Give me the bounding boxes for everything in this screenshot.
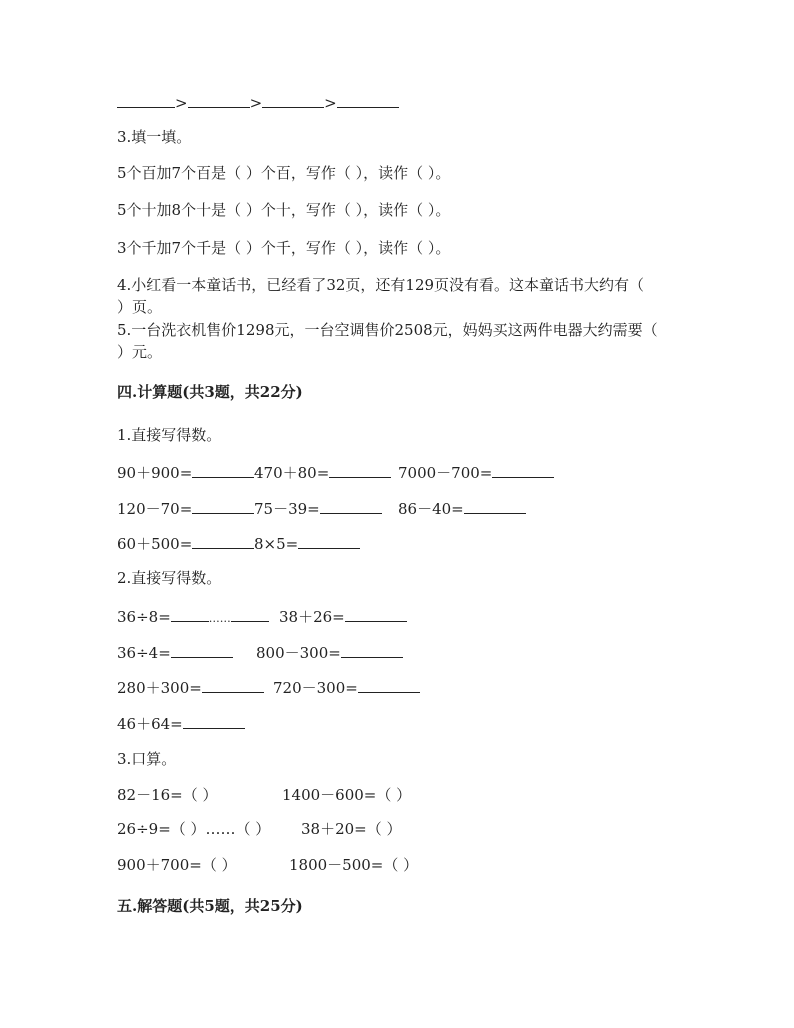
answer-blank[interactable] bbox=[345, 606, 407, 622]
answer-blank[interactable] bbox=[171, 606, 209, 622]
answer-blank[interactable] bbox=[231, 606, 269, 622]
remainder-dots: …… bbox=[208, 612, 231, 625]
answer-blank[interactable] bbox=[192, 533, 254, 549]
answer-blank[interactable] bbox=[117, 92, 175, 108]
fill-row-1: 5个百加7个百是（ ）个百，写作（ ），读作（ ）。 bbox=[117, 164, 451, 182]
answer-blank[interactable] bbox=[298, 533, 360, 549]
q4-line-1: 4.小红看一本童话书，已经看了32页，还有129页没有看。这本童话书大约有（ bbox=[117, 276, 645, 294]
answer-blank[interactable] bbox=[202, 677, 264, 693]
section-5-title: 五.解答题(共5题，共25分) bbox=[117, 897, 303, 915]
answer-blank[interactable] bbox=[464, 498, 526, 514]
fill-title: 3.填一填。 bbox=[117, 128, 192, 146]
gt-sign: > bbox=[249, 94, 263, 112]
order-line bbox=[117, 92, 399, 113]
calc-item: 46＋64= bbox=[117, 713, 245, 734]
calc-item: 75－39= bbox=[254, 498, 382, 519]
calc2-title: 2.直接写得数。 bbox=[117, 569, 222, 587]
oral-item: 900＋700=（ ） bbox=[117, 856, 237, 874]
answer-blank[interactable] bbox=[337, 92, 399, 108]
calc-item: 720－300= bbox=[273, 677, 420, 698]
calc-item: 800－300= bbox=[256, 642, 403, 663]
fill-row-2: 5个十加8个十是（ ）个十，写作（ ），读作（ ）。 bbox=[117, 201, 451, 219]
q5-line-1: 5.一台洗衣机售价1298元，一台空调售价2508元，妈妈买这两件电器大约需要（ bbox=[117, 321, 658, 339]
calc-item: 120－70= bbox=[117, 498, 254, 519]
answer-blank[interactable] bbox=[192, 498, 254, 514]
answer-blank[interactable] bbox=[320, 498, 382, 514]
oral-item: 1800－500=（ ） bbox=[289, 856, 419, 874]
calc-item: 86－40= bbox=[398, 498, 526, 519]
calc-item: 38＋26= bbox=[279, 606, 407, 627]
fill-row-3: 3个千加7个千是（ ）个千，写作（ ），读作（ ）。 bbox=[117, 239, 451, 257]
calc1-title: 1.直接写得数。 bbox=[117, 426, 222, 444]
calc-item: 36÷8= …… bbox=[117, 606, 269, 629]
answer-blank[interactable] bbox=[188, 92, 250, 108]
oral-item: 82－16=（ ） bbox=[117, 786, 218, 804]
oral-item: 26÷9=（ ）……（ ） bbox=[117, 820, 271, 838]
calc-item: 60＋500= bbox=[117, 533, 254, 554]
calc-item: 470＋80= bbox=[254, 462, 391, 483]
answer-blank[interactable] bbox=[192, 462, 254, 478]
calc-item: 7000－700= bbox=[398, 462, 554, 483]
q5-line-2: ）元。 bbox=[117, 343, 163, 361]
calc-item: 8×5= bbox=[254, 533, 360, 554]
calc3-title: 3.口算。 bbox=[117, 750, 177, 768]
q4-line-2: ）页。 bbox=[117, 298, 163, 316]
answer-blank[interactable] bbox=[329, 462, 391, 478]
gt-sign: > bbox=[324, 94, 337, 112]
calc-item: 36÷4= bbox=[117, 642, 233, 663]
calc-item: 280＋300= bbox=[117, 677, 264, 698]
answer-blank[interactable] bbox=[341, 642, 403, 658]
answer-blank[interactable] bbox=[171, 642, 233, 658]
gt-sign: > bbox=[175, 94, 188, 112]
answer-blank[interactable] bbox=[262, 92, 324, 108]
section-4-title: 四.计算题(共3题，共22分) bbox=[117, 383, 303, 401]
answer-blank[interactable] bbox=[183, 713, 245, 729]
answer-blank[interactable] bbox=[492, 462, 554, 478]
answer-blank[interactable] bbox=[358, 677, 420, 693]
oral-item: 38＋20=（ ） bbox=[301, 820, 402, 838]
oral-item: 1400－600=（ ） bbox=[282, 786, 412, 804]
calc-item: 90＋900= bbox=[117, 462, 254, 483]
